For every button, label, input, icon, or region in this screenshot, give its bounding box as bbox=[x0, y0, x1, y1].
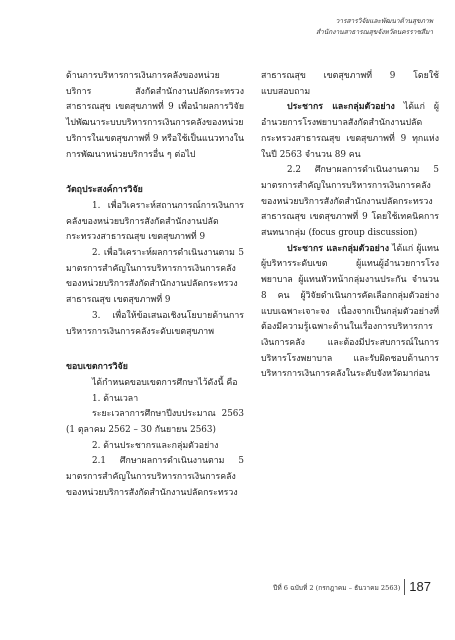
scope-intro: ได้กำหนดขอบเขตการศึกษาไว้ดังนี้ คือ bbox=[92, 377, 238, 388]
scope-heading: ขอบเขตการวิจัย bbox=[66, 362, 128, 373]
issue-info: ปีที่ 6 ฉบับที่ 2 (กรกฎาคม – ธันวาคม 2563) bbox=[273, 583, 401, 592]
running-header bbox=[316, 16, 433, 38]
objectives-heading: วัตถุประสงค์การวิจัย bbox=[66, 185, 143, 196]
scope-2-2: 2.2 ศึกษาผลการดำเนินงานตาม 5 มาตรการสำคัญในการบริหารการเงินการคลังของหน่วยบริการสังกัดสำนักงานปลัดกระทรวงสาธารณสุข เขตสุขภาพที่ 9 โดยใช้เทคนิคการสนทนากลุ่ม (focus group discussion) bbox=[261, 165, 439, 239]
scope-1-body: ระยะเวลาการศึกษาปีงบประมาณ 2563 (1 ตุลาคม 2562 – 30 กันยายน 2563) bbox=[66, 409, 244, 436]
page-footer bbox=[273, 579, 431, 595]
objective-2: 2. เพื่อวิเคราะห์ผลการดำเนินงานตาม 5 มาตรการสำคัญในการบริหารการเงินการคลังของหน่วยบริการสังกัดสำนักงานปลัดกระทรวงสาธารณสุข เขตสุขภาพที่ 9 bbox=[66, 248, 244, 306]
intro-paragraph: ด้านการบริหารการเงินการคลังของหน่วยบริการ สังกัดสำนักงานปลัดกระทรวงสาธารณสุข เขตสุขภาพที่ 9 เพื่อนำผลการวิจัยไปพัฒนาระบบบริหารการเงินการคลังของหน่วยบริการในเขตสุขภาพที่ 9 หรือใช้เป็นแนวทางในการพัฒนาหน่วยบริการอื่น ๆ ต่อไป bbox=[66, 71, 244, 160]
objective-1: 1. เพื่อวิเคราะห์สถานการณ์การเงินการคลังของหน่วยบริการสังกัดสำนักงานปลัดกระทรวงสาธารณสุข เขตสุขภาพที่ 9 bbox=[66, 200, 244, 243]
page-number: 187 bbox=[404, 579, 431, 595]
population-1-body: ได้แก่ ผู้อำนวยการโรงพยาบาลสังกัดสำนักงานปลัดกระทรวงสาธารณสุข เขตสุขภาพที่ 9 ทุกแห่ง ในปี 2563 จำนวน 89 คน bbox=[261, 102, 439, 160]
right-column bbox=[261, 69, 439, 383]
continuation-text: สาธารณสุข เขตสุขภาพที่ 9 โดยใช้แบบสอบถาม bbox=[261, 71, 439, 97]
left-column bbox=[66, 69, 244, 502]
objective-3: 3. เพื่อให้ข้อเสนอเชิงนโยบายด้านการบริหารการเงินการคลังระดับเขตสุขภาพ bbox=[66, 310, 244, 337]
scope-2-title: 2. ด้านประชากรและกลุ่มตัวอย่าง bbox=[92, 440, 219, 451]
scope-2-1: 2.1 ศึกษาผลการดำเนินงานตาม 5 มาตรการสำคัญในการบริหารการเงินการคลังของหน่วยบริการสังกัดสำนักงานปลัดกระทรวง bbox=[66, 456, 244, 498]
scope-1-title: 1. ด้านเวลา bbox=[92, 393, 139, 404]
journal-name: วารสารวิจัยและพัฒนาด้านสุขภาพ bbox=[335, 17, 433, 25]
population-1 bbox=[261, 100, 439, 163]
population-2 bbox=[261, 242, 439, 383]
population-1-label: ประชากร และกลุ่มตัวอย่าง bbox=[287, 102, 395, 113]
publisher-name: สำนักงานสาธารณสุขจังหวัดนครราชสีมา bbox=[316, 28, 433, 36]
population-2-label: ประชากร และกลุ่มตัวอย่าง bbox=[287, 243, 389, 254]
population-2-body: ได้แก่ ผู้แทนผู้บริหารระดับเขต ผู้แทนผู้อำนวยการโรงพยาบาล ผู้แทนหัวหน้ากลุ่มงานประกัน จำนวน 8 คน ผู้วิจัยดำเนินการคัดเลือกกลุ่มตัวอย่างแบบเฉพาะเจาะจง เนื่องจากเป็นกลุ่มตัวอย่างที่ต้องมีความรู้เฉพาะด้านในเรื่องการบริหารการเงินการคลัง และต้องมีประสบการณ์ในการบริหารโรงพยาบาล และรับผิดชอบด้านการบริหารการเงินการคลังในระดับจังหวัดมาก่อน bbox=[261, 243, 439, 380]
